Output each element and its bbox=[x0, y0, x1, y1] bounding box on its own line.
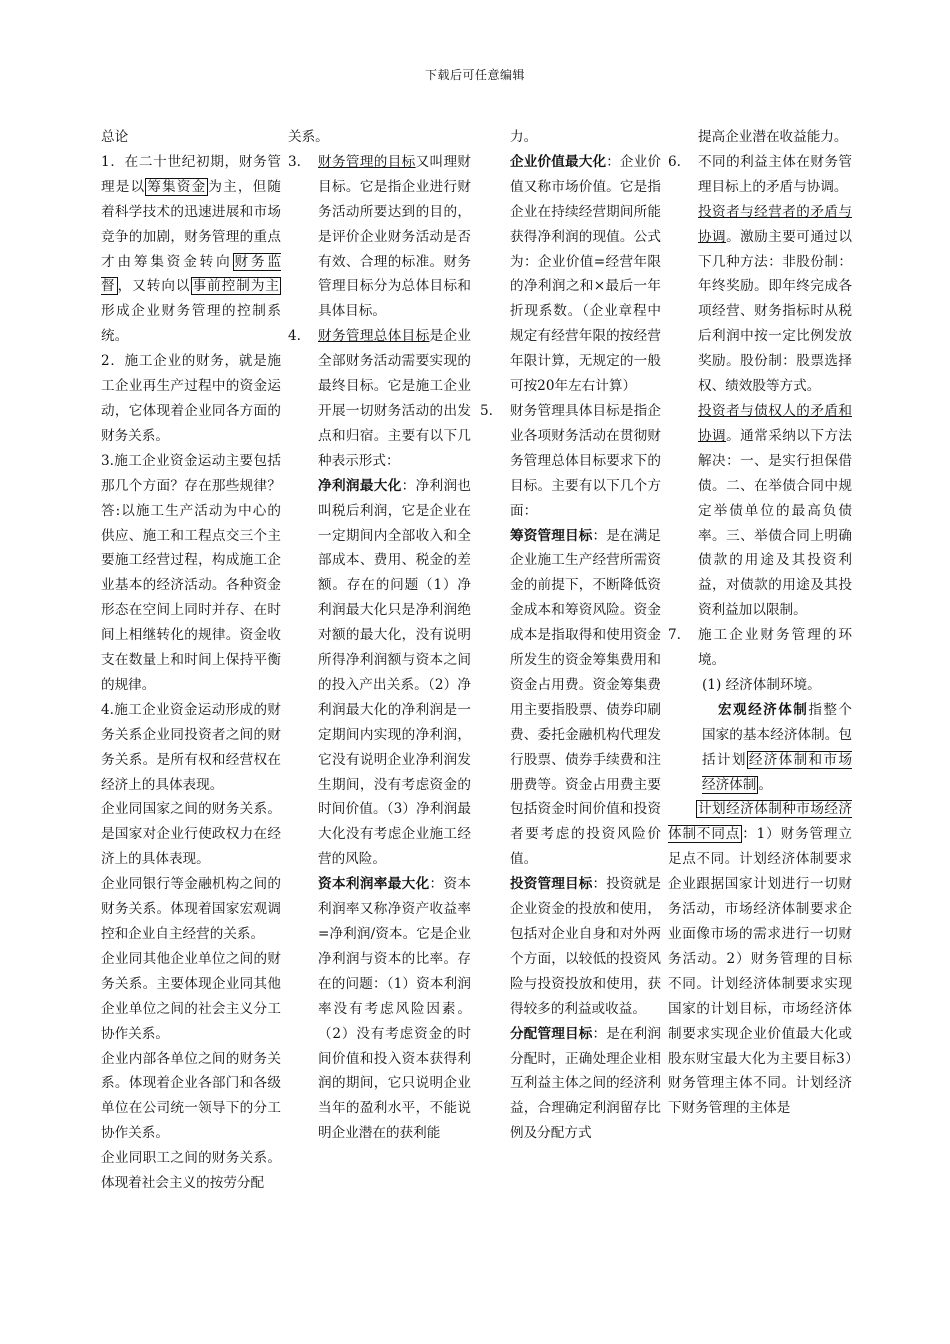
bold-term: 净利润最大化 bbox=[318, 477, 402, 494]
underlined-term: 财务管理总体目标 bbox=[318, 328, 430, 345]
paragraph-enterprise-value: 企业价值最大化：企业价值又称市场价值。它是指企业在持续经营期间所能获得净利润的现值。公式为：企业价值=经营年限的净利润之和×最后一年折现系数。（企业章程中规定有经营年限的按经营年限计算，无规定的一般可按20年左右计算） bbox=[510, 153, 662, 395]
paragraph-financing: 筹资管理目标：是在满足企业施工生产经营所需资金的前提下，不断降低资金成本和筹资风险。资金成本是指取得和使用资金所发生的资金筹集费用和资金占用费。资金筹集费用主要指股票、债券印刷费、委托金融机构代理发行股票、债券手续费和注册费等。资金占用费主要包括资金时间价值和投资者要考虑的投资风险价值。 bbox=[510, 527, 662, 868]
paragraph-9: 企业同职工之间的财务关系。体现着社会主义的按劳分配 bbox=[101, 1150, 281, 1192]
bold-term: 筹资管理目标 bbox=[510, 527, 593, 544]
sub-item-1: (1) 经济体制环境。 bbox=[702, 676, 821, 693]
boxed-term: 事前控制为主 bbox=[192, 278, 280, 295]
numbered-item-6: 6. 不同的利益主体在财务管理目标上的矛盾与协调。 bbox=[668, 153, 852, 195]
numbered-item-5: 5. 财务管理具体目标是指企业各项财务活动在贯彻财务管理总体目标要求下的目标。主要有以下几个方面： bbox=[480, 402, 661, 519]
paragraph-2: 2．施工企业的财务，就是施工企业再生产过程中的资金运动，它体现着企业同各方面的财务关系。 bbox=[101, 353, 281, 444]
bold-term: 资本利润率最大化 bbox=[318, 876, 430, 893]
numbered-item-4: 4. 财务管理总体目标是企业全部财务活动需要实现的最终目标。它是施工企业开展一切财务活动的出发点和归宿。主要有以下几种表示形式： bbox=[288, 328, 472, 469]
paragraph-3: 3.施工企业资金运动主要包括那几个方面？存在那些规律？答:以施工生产活动为中心的供应、施工和工程点交三个主要施工经营过程，构成施工企业基本的经济活动。各种资金形态在空间上同时并存、在时间上相继转化的规律。资金收支在数量上和时间上保持平衡的规律。 bbox=[101, 452, 281, 693]
paragraph-investment: 投资管理目标：投资就是企业资金的投放和使用，包括对企业自身和对外两个方面，以较低的投资风险与投资投放和使用，获得较多的利益或收益。 bbox=[510, 876, 662, 1017]
paragraph-net-profit: 净利润最大化：净利润也叫税后利润，它是企业在一定期间内全部收入和全部成本、费用、税金的差额。存在的问题（1）净利润最大化只是净利润绝对额的最大化，没有说明所得净利润额与资本之间的投入产出关系。（2）净利润最大化的净利润是一定期间内实现的净利润，它没有说明企业净利润发生期间，没有考虑资金的时间价值。（3）净利润最大化没有考虑企业施工经营的风险。 bbox=[318, 477, 472, 868]
section-heading: 总论 bbox=[101, 129, 129, 145]
numbered-item-3: 3. 财务管理的目标又叫理财目标。它是指企业进行财务活动所要达到的目的，是评价企业财务活动是否有效、合理的标准。财务管理目标分为总体目标和具体目标。 bbox=[288, 153, 472, 320]
paragraph-7: 企业同其他企业单位之间的财务关系。主要体现企业同其他企业单位之间的社会主义分工协作关系。 bbox=[101, 950, 281, 1042]
boxed-term: 财务监督 bbox=[101, 253, 282, 295]
paragraph-capital-profit: 资本利润率最大化：资本利润率又称净资产收益率=净利润/资本。它是企业净利润与资本的比率。存在的问题：（1）资本利润率没有考虑风险因素。（2）没有考虑资金的时间价值和投入资本获得利润的期间，它只说明企业当年的盈利水平，不能说明企业潜在的获利能 bbox=[318, 876, 472, 1142]
column-4 bbox=[668, 125, 852, 1121]
paragraph-investor-manager: 投资者与经营者的矛盾与协调。激励主要可通过以下几种方法：非股份制：年终奖励。即年终完成各项经营、财务指标时从税后利润中按一定比例发放奖励。股份制：股票选择权、绩效股等方式。 bbox=[698, 203, 853, 395]
underlined-term: 财务管理的目标 bbox=[318, 153, 416, 170]
underlined-term: 投资者与债权人的矛盾和协调 bbox=[698, 402, 852, 444]
paragraph-4: 4.施工企业资金运动形成的财务关系企业同投资者之间的财务关系。是所有权和经营权在经济上的具体表现。 bbox=[101, 701, 281, 793]
paragraph-macro-system: 宏观经济体制指整个国家的基本经济体制。包括计划 经济体制和市场经济体制 。 bbox=[702, 701, 853, 793]
paragraph-1: 1．在二十世纪初期，财务管理是以 筹集资金 为主，但随着科学技术的迅速进展和市场竞争的加剧，财务管理的重点才由筹集资金转向 财务监督 ，又转向以 事前控制为主形成企业财务管理的控制系统。 bbox=[101, 153, 282, 345]
paragraph-continued: 力。 bbox=[510, 129, 538, 145]
bold-term: 投资管理目标 bbox=[510, 876, 593, 893]
bold-term: 企业价值最大化 bbox=[510, 153, 607, 170]
paragraph-continued: 提高企业潜在收益能力。 bbox=[698, 129, 848, 145]
underlined-term: 投资者与经营者的矛盾与协调 bbox=[698, 203, 852, 245]
paragraph-5: 企业同国家之间的财务关系。是国家对企业行使政权力在经济上的具体表现。 bbox=[101, 801, 281, 868]
bold-term: 宏观经济体制 bbox=[718, 701, 809, 718]
paragraph-6: 企业同银行等金融机构之间的财务关系。体现着国家宏观调控和企业自主经营的关系。 bbox=[101, 876, 281, 942]
column-1 bbox=[101, 125, 281, 1196]
paragraph-8: 企业内部各单位之间的财务关系。体现着企业各部门和各级单位在公司统一领导下的分工协作关系。 bbox=[101, 1050, 281, 1142]
paragraph-distribution: 分配管理目标：是在利润分配时，正确处理企业相互利益主体之间的经济利益，合理确定利润留存比例及分配方式 bbox=[510, 1025, 662, 1142]
paragraph-continued: 关系。 bbox=[288, 129, 329, 145]
column-2 bbox=[288, 125, 471, 1146]
page-header: 下载后可任意编辑 bbox=[424, 68, 525, 82]
column-3 bbox=[480, 125, 661, 1146]
boxed-term: 计划经济体制种市场经济体制不同点 bbox=[668, 801, 852, 843]
paragraph-differences: 计划经济体制种市场经济体制不同点 ：1）财务管理立足点不同。计划经济体制要求企业跟据国家计划进行一切财务活动，市场经济体制要求企业面像市场的需求进行一切财务活动。2）财务管理的目标不同。计划经济体制要求实现国家的计划目标，市场经济体制要求实现企业价值最大化或股东财宝最大化为主要目标3）财务管理主体不同。计划经济下财务管理的主体是 bbox=[668, 801, 852, 1117]
paragraph-investor-creditor: 投资者与债权人的矛盾和协调。通常采纳以下方法解决：一、是实行担保借债。二、在举债合同中规定举债单位的最高负债率。三、举债合同上明确债款的用途及其投资利益，对债款的用途及其投资利益加以限制。 bbox=[698, 402, 853, 619]
numbered-item-7: 7. 施工企业财务管理的环境。 bbox=[668, 627, 852, 669]
boxed-term: 经济体制和市场经济体制 bbox=[702, 751, 853, 793]
bold-term: 分配管理目标 bbox=[510, 1025, 593, 1042]
boxed-term: 筹集资金 bbox=[147, 178, 207, 195]
